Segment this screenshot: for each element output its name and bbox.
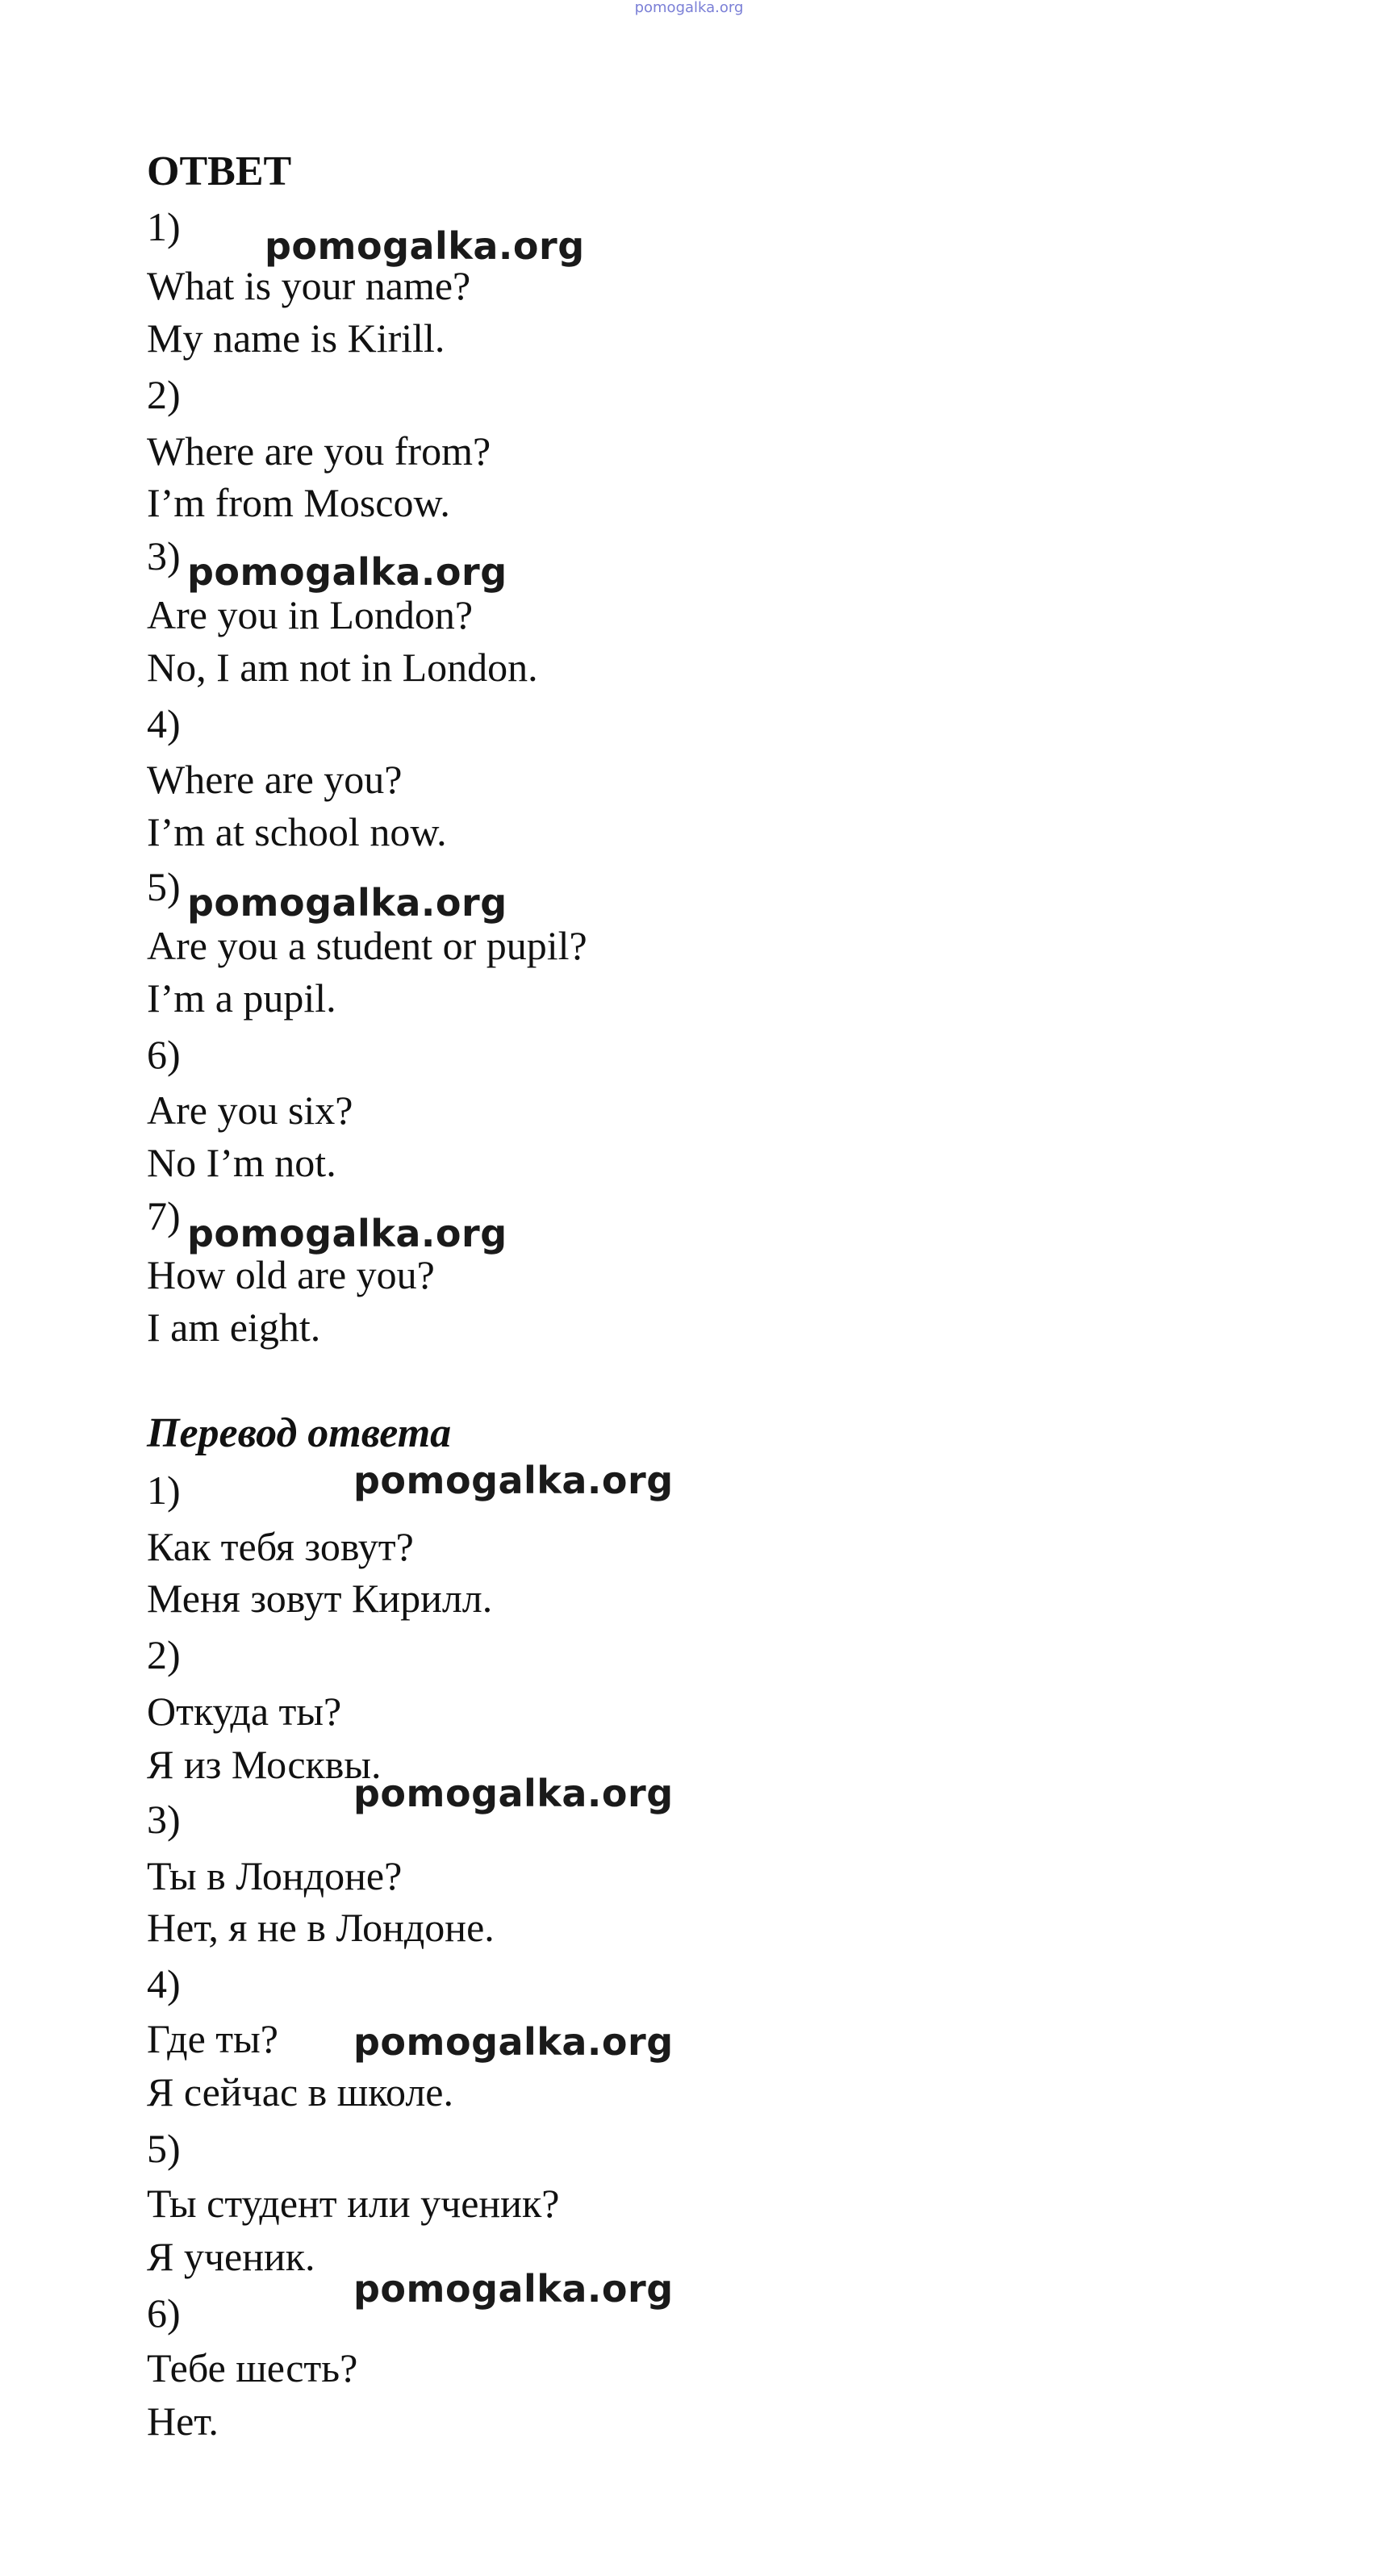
answer-item-6-number: 6) (147, 1032, 181, 1077)
top-watermark: pomogalka.org (634, 0, 744, 16)
answer-heading: ОТВЕТ (147, 148, 292, 194)
answer-item-3-number: 3) (147, 533, 181, 578)
translation-item-5-number: 5) (147, 2126, 181, 2171)
answer-item-5-question: Are you a student or pupil? (147, 923, 587, 968)
translation-item-1-number: 1) (147, 1468, 181, 1513)
translation-heading: Перевод ответа (147, 1410, 452, 1456)
translation-item-5-answer: Я ученик. (147, 2234, 315, 2279)
watermark-text: pomogalka.org (353, 1459, 674, 1502)
answer-item-1-answer: My name is Kirill. (147, 315, 445, 361)
answer-item-7-answer: I am eight. (147, 1305, 321, 1350)
watermark-text: pomogalka.org (187, 1212, 507, 1255)
translation-item-4-number: 4) (147, 1961, 181, 2006)
answer-item-7-question: How old are you? (147, 1252, 435, 1297)
answer-item-4-answer: I’m at school now. (147, 809, 447, 854)
watermark-text: pomogalka.org (353, 2267, 674, 2311)
translation-item-2-number: 2) (147, 1632, 181, 1677)
answer-item-1-number: 1) (147, 204, 181, 249)
translation-item-2-question: Откуда ты? (147, 1689, 342, 1734)
answer-item-1-question: What is your name? (147, 263, 471, 308)
translation-item-3-question: Ты в Лондоне? (147, 1853, 403, 1898)
answer-item-6-answer: No I’m not. (147, 1140, 336, 1185)
translation-item-1-answer: Меня зовут Кирилл. (147, 1576, 493, 1621)
watermark-text: pomogalka.org (187, 550, 507, 594)
translation-item-6-question: Тебе шесть? (147, 2345, 358, 2390)
translation-item-4-answer: Я сейчас в школе. (147, 2069, 453, 2115)
answer-item-2-number: 2) (147, 372, 181, 417)
answer-item-7-number: 7) (147, 1193, 181, 1238)
watermark-text: pomogalka.org (187, 881, 507, 925)
translation-item-5-question: Ты студент или ученик? (147, 2181, 560, 2226)
answer-item-5-answer: I’m a pupil. (147, 975, 336, 1021)
translation-item-1-question: Как тебя зовут? (147, 1524, 414, 1569)
watermark-text: pomogalka.org (265, 224, 585, 268)
answer-item-2-answer: I’m from Moscow. (147, 480, 450, 525)
answer-item-3-answer: No, I am not in London. (147, 645, 538, 690)
watermark-text: pomogalka.org (353, 2020, 674, 2064)
translation-item-3-number: 3) (147, 1797, 181, 1842)
answer-item-3-question: Are you in London? (147, 592, 474, 637)
watermark-text: pomogalka.org (353, 1772, 674, 1815)
translation-item-3-answer: Нет, я не в Лондоне. (147, 1905, 495, 1950)
translation-item-4-question: Где ты? (147, 2016, 278, 2061)
translation-item-6-answer: Нет. (147, 2399, 219, 2444)
answer-item-4-number: 4) (147, 701, 181, 746)
answer-item-6-question: Are you six? (147, 1088, 353, 1133)
translation-item-6-number: 6) (147, 2290, 181, 2336)
answer-item-5-number: 5) (147, 864, 181, 909)
answer-item-4-question: Where are you? (147, 757, 403, 802)
translation-item-2-answer: Я из Москвы. (147, 1742, 382, 1787)
answer-item-2-question: Where are you from? (147, 428, 491, 474)
